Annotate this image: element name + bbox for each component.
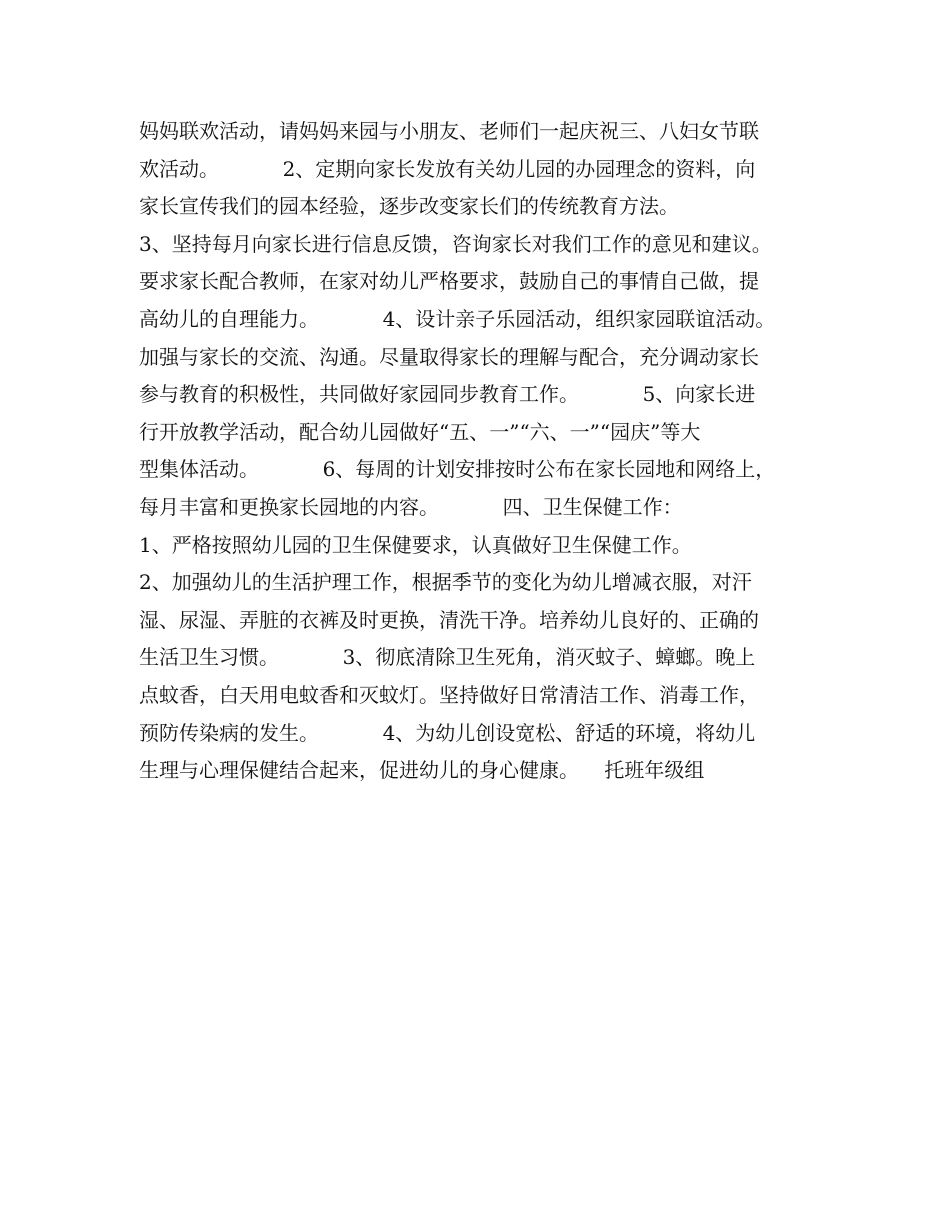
body-text — [139, 113, 829, 790]
text-line: 参与教育的积极性，共同做好家园同步教育工作。 5、向家长进 — [139, 382, 756, 407]
text-line: 3、坚持每月向家长进行信息反馈，咨询家长对我们工作的意见和建议。 — [139, 231, 772, 256]
text-line: 点蚊香，白天用电蚊香和灭蚊灯。坚持做好日常清洁工作、消毒工作， — [139, 682, 759, 707]
text-line: 行开放教学活动，配合幼儿园做好“五、一”“六、一”“园庆”等大 — [139, 419, 701, 444]
text-line: 家长宣传我们的园本经验，逐步改变家长们的传统教育方法。 — [139, 194, 679, 219]
text-line: 要求家长配合教师，在家对幼儿严格要求，鼓励自己的事情自己做，提 — [139, 269, 759, 294]
text-line: 加强与家长的交流、沟通。尽量取得家长的理解与配合，充分调动家长 — [139, 344, 759, 369]
text-line: 高幼儿的自理能力。 4、设计亲子乐园活动，组织家园联谊活动。 — [139, 306, 776, 331]
text-line: 1、严格按照幼儿园的卫生保健要求，认真做好卫生保健工作。 — [139, 532, 692, 557]
text-line: 预防传染病的发生。 4、为幼儿创设宽松、舒适的环境，将幼儿 — [139, 720, 756, 745]
text-line: 妈妈联欢活动，请妈妈来园与小朋友、老师们一起庆祝三、八妇女节联 — [139, 119, 759, 143]
text-line: 每月丰富和更换家长园地的内容。 四、卫生保健工作： — [139, 494, 683, 519]
text-line: 欢活动。 2、定期向家长发放有关幼儿园的办园理念的资料，向 — [139, 156, 756, 181]
text-line: 生理与心理保健结合起来，促进幼儿的身心健康。 托班年级组 — [139, 758, 705, 783]
text-line: 生活卫生习惯。 3、彻底清除卫生死角，消灭蚊子、蟑螂。晚上 — [139, 645, 756, 670]
text-line: 2、加强幼儿的生活护理工作，根据季节的变化为幼儿增减衣服，对汗 — [139, 570, 752, 595]
text-line: 湿、尿湿、弄脏的衣裤及时更换，清洗干净。培养幼儿良好的、正确的 — [139, 607, 759, 632]
text-line: 型集体活动。 6、每周的计划安排按时公布在家长园地和网络上， — [139, 457, 776, 482]
